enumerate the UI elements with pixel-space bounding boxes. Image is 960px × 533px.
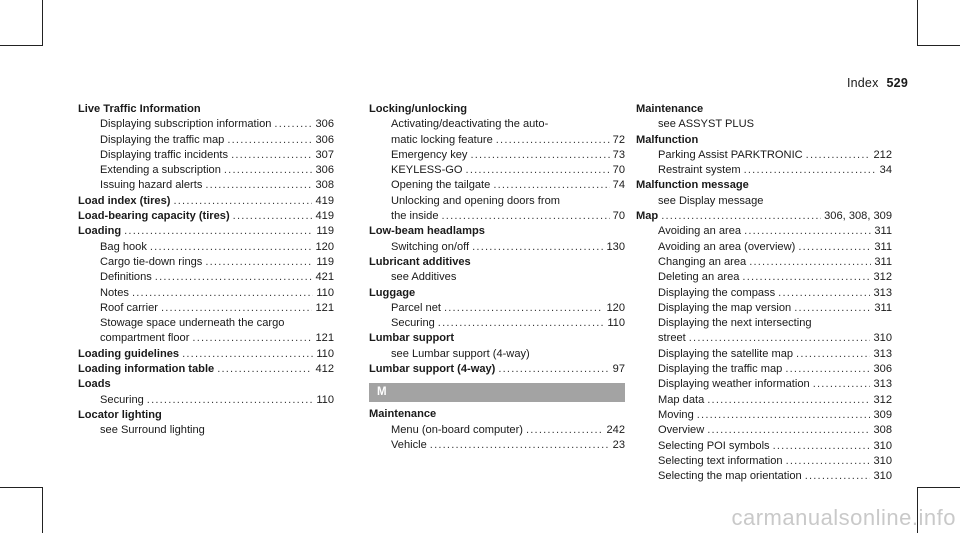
index-term [369, 286, 625, 301]
index-entry [78, 224, 334, 346]
index-subterm-text: Selecting the map orientation [658, 470, 802, 483]
dot-leader [470, 148, 609, 163]
index-subterm [78, 316, 334, 331]
dot-leader [227, 133, 312, 148]
index-entry [78, 102, 334, 194]
section-letter: M [369, 383, 625, 402]
index-subterm-text: Changing an area [658, 255, 747, 268]
index-subterm [369, 438, 625, 453]
page-ref: 313 [873, 378, 892, 391]
index-term [636, 209, 892, 224]
index-subterm-text: Displaying subscription information [100, 118, 272, 131]
index-subterm [636, 393, 892, 408]
crop-mark [42, 0, 43, 46]
index-column-1 [78, 102, 334, 439]
index-term-text: Locator lighting [78, 408, 162, 421]
index-entry [369, 407, 625, 453]
index-subterm-text: street [658, 332, 686, 345]
index-subterm-text: Unlocking and opening doors from [391, 194, 560, 207]
index-term-text: Loads [78, 378, 111, 391]
index-subterm-text: see Lumbar support (4-way) [391, 347, 530, 360]
dot-leader [132, 286, 313, 301]
index-column-2 [369, 102, 625, 453]
dot-leader [498, 362, 609, 377]
page-ref: 311 [874, 240, 892, 253]
index-entry [369, 362, 625, 377]
index-subterm-text: KEYLESS-GO [391, 164, 463, 177]
dot-leader [813, 377, 871, 392]
index-subterm [369, 117, 625, 132]
page-ref: 311 [874, 225, 892, 238]
index-term [369, 102, 625, 117]
dot-leader [274, 117, 312, 132]
index-subterm-text: matic locking feature [391, 133, 493, 146]
index-entry [78, 362, 334, 377]
index-subterm-text: Displaying weather information [658, 378, 810, 391]
page-ref: 310 [873, 439, 892, 452]
index-subterm-text: Parking Assist PARKTRONIC [658, 148, 803, 161]
crop-mark [0, 45, 42, 46]
index-subterm-text: see Display message [658, 194, 764, 207]
index-entry [78, 377, 334, 408]
index-subterm [78, 286, 334, 301]
index-term-text: Luggage [369, 286, 416, 299]
index-term-text: Locking/unlocking [369, 103, 467, 115]
page-ref: 130 [606, 240, 625, 253]
index-entry [369, 102, 625, 224]
index-entry [78, 408, 334, 439]
crop-mark [42, 487, 43, 533]
index-term-text: Lubricant additives [369, 255, 471, 268]
page-ref: 74 [612, 179, 625, 192]
index-subterm [636, 240, 892, 255]
page-ref: 313 [873, 286, 892, 299]
dot-leader [430, 438, 610, 453]
index-subterm-text: Switching on/off [391, 240, 470, 253]
index-subterm [78, 255, 334, 270]
index-term-text: Maintenance [369, 408, 437, 421]
index-subterm [78, 148, 334, 163]
watermark: carmanualsonline.info [731, 505, 956, 530]
index-term-text: Lumbar support [369, 332, 455, 345]
dot-leader [173, 194, 312, 209]
index-term [78, 194, 334, 209]
index-subterm [78, 423, 334, 438]
page-ref: 306 [315, 118, 334, 131]
page-ref: 73 [612, 148, 625, 161]
dot-leader [205, 255, 313, 270]
index-subterm-text: Displaying the traffic map [100, 133, 225, 146]
index-subterm [369, 178, 625, 193]
page-ref: 34 [879, 164, 892, 177]
index-entry [369, 255, 625, 286]
index-subterm [636, 454, 892, 469]
dot-leader [689, 331, 871, 346]
page-ref: 120 [315, 240, 334, 253]
page-ref: 419 [315, 210, 334, 223]
page-ref: 308 [315, 179, 334, 192]
index-subterm [369, 347, 625, 362]
page-ref: 110 [316, 347, 334, 360]
index-subterm-text: Notes [100, 286, 129, 299]
page-ref: 306 [873, 363, 892, 376]
index-subterm [78, 178, 334, 193]
page-ref: 421 [315, 271, 334, 284]
page-number: 529 [886, 76, 908, 90]
dot-leader [231, 148, 312, 163]
index-subterm-text: Displaying the traffic map [658, 363, 783, 376]
index-term [78, 408, 334, 423]
index-entry [78, 194, 334, 209]
index-term [369, 331, 625, 346]
index-subterm [78, 301, 334, 316]
index-column-3 [636, 102, 892, 484]
index-subterm-text: Selecting POI symbols [658, 439, 770, 452]
index-subterm [369, 194, 625, 209]
index-subterm [636, 331, 892, 346]
index-subterm-text: Displaying the compass [658, 286, 776, 299]
page-ref: 119 [316, 225, 334, 238]
index-subterm [369, 133, 625, 148]
page-ref: 212 [873, 148, 892, 161]
page-ref: 308 [873, 424, 892, 437]
index-subterm-text: Map data [658, 393, 705, 406]
index-term-text: Maintenance [636, 103, 704, 115]
index-subterm-text: Avoiding an area (overview) [658, 240, 796, 253]
index-subterm [636, 117, 892, 132]
index-entry [369, 331, 625, 362]
dot-leader [707, 423, 870, 438]
page-ref: 306 [315, 133, 334, 146]
index-subterm-text: Menu (on-board computer) [391, 423, 523, 436]
dot-leader [438, 316, 605, 331]
index-subterm [636, 347, 892, 362]
index-subterm [369, 270, 625, 285]
index-subterm-text: Issuing hazard alerts [100, 179, 203, 192]
page-ref: 110 [607, 317, 625, 330]
page-ref: 312 [873, 271, 892, 284]
index-entry [636, 178, 892, 209]
index-subterm-text: Restraint system [658, 164, 741, 177]
index-subterm [369, 423, 625, 438]
page-ref: 419 [315, 194, 334, 207]
index-term-text: Map [636, 210, 659, 223]
index-term [78, 209, 334, 224]
dot-leader [798, 240, 871, 255]
index-subterm [369, 301, 625, 316]
dot-leader [744, 163, 877, 178]
index-term [369, 224, 625, 239]
page-ref: 23 [612, 438, 625, 451]
index-subterm [636, 224, 892, 239]
index-term-text: Malfunction [636, 133, 699, 146]
page-ref: 312 [873, 393, 892, 406]
index-subterm-text: Deleting an area [658, 271, 740, 284]
index-term-text: Load index (tires) [78, 194, 171, 207]
index-term [78, 362, 334, 377]
page-ref: 121 [315, 332, 334, 345]
page-ref: 70 [612, 210, 625, 223]
dot-leader [785, 362, 870, 377]
index-entry [78, 347, 334, 362]
index-subterm-text: Activating/deactivating the auto- [391, 118, 549, 131]
page-ref: 313 [873, 347, 892, 360]
dot-leader [192, 331, 312, 346]
dot-leader [205, 178, 312, 193]
index-subterm [369, 240, 625, 255]
index-subterm [78, 240, 334, 255]
index-subterm [636, 270, 892, 285]
index-term [78, 347, 334, 362]
page-ref: 70 [612, 164, 625, 177]
index-subterm [78, 270, 334, 285]
dot-leader [697, 408, 871, 423]
index-subterm [78, 133, 334, 148]
dot-leader [442, 209, 610, 224]
index-term-text: Lumbar support (4-way) [369, 363, 496, 376]
dot-leader [124, 224, 313, 239]
index-subterm [369, 316, 625, 331]
index-subterm-text: Stowage space underneath the cargo [100, 317, 285, 330]
dot-leader [217, 362, 312, 377]
page-ref: 310 [873, 454, 892, 467]
page-ref: 307 [315, 148, 334, 161]
index-subterm [636, 423, 892, 438]
index-term [369, 407, 625, 422]
page-ref: 306 [315, 164, 334, 177]
index-subterm [636, 148, 892, 163]
index-subterm-text: Displaying traffic incidents [100, 148, 229, 161]
dot-leader [794, 301, 871, 316]
index-subterm [636, 377, 892, 392]
index-entry [369, 286, 625, 332]
index-subterm-text: Definitions [100, 271, 152, 284]
dot-leader [749, 255, 871, 270]
index-subterm-text: Selecting text information [658, 454, 783, 467]
index-subterm-text: Displaying the next intersecting [658, 317, 812, 330]
index-subterm-text: Extending a subscription [100, 164, 221, 177]
index-term [78, 224, 334, 239]
index-subterm-text: see ASSYST PLUS [658, 118, 754, 131]
dot-leader [496, 133, 610, 148]
dot-leader [742, 270, 870, 285]
page-ref: 110 [316, 393, 334, 406]
index-subterm [636, 362, 892, 377]
dot-leader [472, 240, 603, 255]
index-subterm [78, 163, 334, 178]
page-ref: 311 [874, 301, 892, 314]
index-entry [369, 224, 625, 255]
page-header [847, 76, 908, 90]
index-subterm-text: Moving [658, 408, 694, 421]
index-term-text: Low-beam headlamps [369, 225, 485, 238]
index-subterm-text: see Surround lighting [100, 424, 205, 437]
dot-leader [444, 301, 604, 316]
index-entry [636, 102, 892, 133]
index-subterm [636, 439, 892, 454]
index-term [78, 102, 334, 117]
dot-leader [526, 423, 604, 438]
index-subterm-text: Parcel net [391, 301, 441, 314]
index-subterm [369, 163, 625, 178]
dot-leader [773, 439, 871, 454]
index-subterm-text: Securing [391, 317, 435, 330]
index-subterm-text: Displaying the map version [658, 301, 792, 314]
index-term-text: Loading guidelines [78, 347, 180, 360]
index-subterm [369, 209, 625, 224]
index-entry [636, 209, 892, 484]
dot-leader [661, 209, 821, 224]
index-subterm-text: Opening the tailgate [391, 179, 491, 192]
page-ref: 119 [316, 255, 334, 268]
index-subterm [636, 469, 892, 484]
index-subterm-text: Cargo tie-down rings [100, 255, 203, 268]
index-term-text: Load-bearing capacity (tires) [78, 210, 230, 223]
dot-leader [806, 148, 871, 163]
dot-leader [147, 393, 314, 408]
dot-leader [466, 163, 610, 178]
index-subterm [78, 393, 334, 408]
dot-leader [778, 286, 870, 301]
index-subterm [636, 301, 892, 316]
dot-leader [224, 163, 313, 178]
dot-leader [805, 469, 871, 484]
crop-mark [918, 487, 960, 488]
index-subterm [636, 286, 892, 301]
crop-mark [917, 0, 918, 46]
dot-leader [182, 347, 313, 362]
index-subterm [636, 316, 892, 331]
index-subterm-text: Securing [100, 393, 144, 406]
index-term [78, 377, 334, 392]
page-ref: 97 [612, 363, 625, 376]
index-subterm [78, 331, 334, 346]
index-term-text: Loading information table [78, 363, 215, 376]
index-subterm-text: Emergency key [391, 148, 468, 161]
index-term [369, 255, 625, 270]
page-header-title: Index [846, 76, 879, 90]
dot-leader [744, 224, 871, 239]
dot-leader [233, 209, 313, 224]
index-term-text: Live Traffic Information [78, 103, 201, 115]
index-subterm-text: Bag hook [100, 240, 147, 253]
page-ref: 310 [873, 470, 892, 483]
page-ref: 311 [874, 255, 892, 268]
index-subterm [369, 148, 625, 163]
index-subterm [636, 194, 892, 209]
index-subterm-text: Roof carrier [100, 301, 158, 314]
page-ref: 310 [873, 332, 892, 345]
index-term [636, 178, 892, 193]
dot-leader [796, 347, 870, 362]
index-subterm [636, 163, 892, 178]
page-ref: 120 [606, 301, 625, 314]
dot-leader [707, 393, 870, 408]
index-subterm [636, 255, 892, 270]
index-term [636, 102, 892, 117]
index-subterm-text: Avoiding an area [658, 225, 742, 238]
page-ref: 412 [315, 363, 334, 376]
dot-leader [493, 178, 609, 193]
index-subterm [636, 408, 892, 423]
dot-leader [155, 270, 313, 285]
page-ref: 309 [873, 408, 892, 421]
index-subterm-text: compartment floor [100, 332, 190, 345]
index-entry [78, 209, 334, 224]
dot-leader [150, 240, 313, 255]
index-term [369, 362, 625, 377]
crop-mark [0, 487, 42, 488]
index-subterm-text: the inside [391, 210, 439, 223]
dot-leader [161, 301, 313, 316]
page-ref: 306, 308, 309 [824, 210, 892, 223]
index-subterm-text: Displaying the satellite map [658, 347, 794, 360]
index-term-text: Loading [78, 225, 122, 238]
index-subterm [78, 117, 334, 132]
page-ref: 110 [316, 286, 334, 299]
page-ref: 121 [315, 301, 334, 314]
index-term-text: Malfunction message [636, 179, 749, 192]
index-entry [636, 133, 892, 179]
index-subterm-text: see Additives [391, 271, 457, 284]
crop-mark [918, 45, 960, 46]
index-term [636, 133, 892, 148]
page-ref: 242 [606, 423, 625, 436]
page-ref: 72 [612, 133, 625, 146]
dot-leader [786, 454, 871, 469]
index-subterm-text: Vehicle [391, 438, 427, 451]
index-subterm-text: Overview [658, 424, 705, 437]
